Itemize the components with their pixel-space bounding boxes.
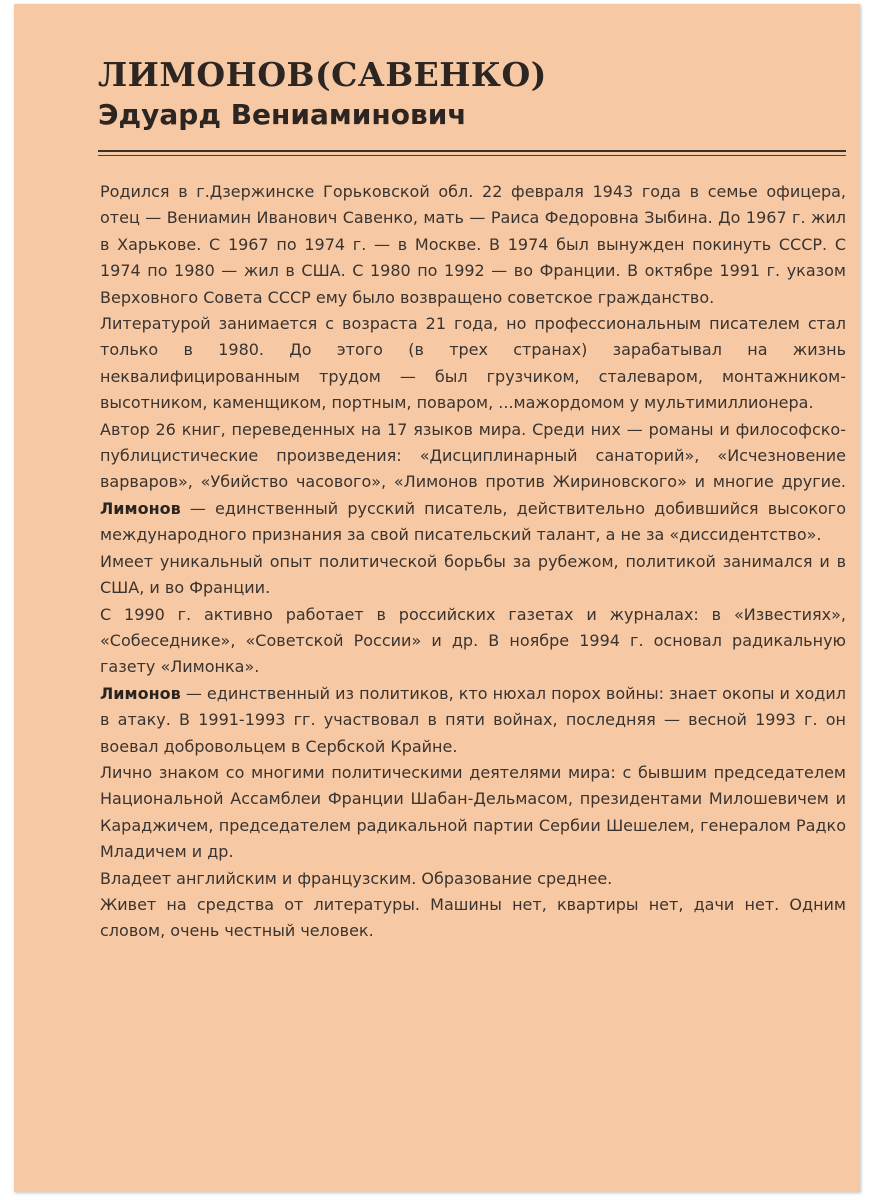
given-name-heading: Эдуард Вениаминович — [98, 98, 467, 131]
paragraph-books — [100, 417, 846, 549]
paragraph-war — [100, 681, 846, 760]
paragraph-press: С 1990 г. активно работает в российских газетах и журналах: в «Известиях», «Собеседнике», «Советской России» и др. В ноябре 1994 г. основал радикальную газету «Лимонка». — [100, 604, 846, 677]
paragraph-war-post: — единственный из политиков, кто нюхал порох войны: знает окопы и ходил в атаку. В 1991-1993 гг. участвовал в пяти войнах, последняя — весной 1993 г. он воевал добровольцем в Сербской Крайне. — [100, 683, 846, 756]
paragraph-birth: Родился в г.Дзержинске Горьковской обл. 22 февраля 1943 года в семье офицера, отец — Вениамин Иванович Савенко, мать — Раиса Федоровна Зыбина. До 1967 г. жил в Харькове. С 1967 по 1974 г. — в Москве. В 1974 был вынужден покинуть СССР. С 1974 по 1980 — жил в США. С 1980 по 1992 — во Франции. В октябре 1991 г. указом Верховного Совета СССР ему было возвращено советское гражданство. — [100, 182, 846, 307]
document-header — [98, 54, 848, 134]
divider-line-top — [98, 150, 846, 152]
paragraph-books-pre: Автор 26 книг, переведенных на 17 языков мира. Среди них — романы и философско-публицистические произведения: «Дисциплинарный санаторий», «Исчезновение варваров», «Убийство часового», «Лимонов против Жириновского» и многие другие. — [100, 419, 846, 492]
divider-line-bottom — [98, 155, 846, 156]
paragraph-war-bold: Лимонов — [100, 683, 181, 703]
biography-text — [100, 179, 846, 945]
paragraph-literature: Литературой занимается с возраста 21 года, но профессиональным писателем стал только в 1980. До этого (в трех странах) зарабатывал на жизнь неквалифицированным трудом — был грузчиком, сталеваром, монтажником-высотником, каменщиком, портным, поваром, ...мажордомом у мультимиллионера. — [100, 314, 846, 413]
paragraph-books-post: — единственный русский писатель, действительно добившийся высокого международного признания за свой писательский талант, а не за «диссидентство». — [100, 498, 846, 545]
paragraph-politics-abroad: Имеет уникальный опыт политической борьбы за рубежом, политикой занимался и в США, и во Франции. — [100, 551, 846, 598]
paragraph-books-bold: Лимонов — [100, 498, 181, 518]
paragraph-livelihood: Живет на средства от литературы. Машины нет, квартиры нет, дачи нет. Одним словом, очень честный человек. — [100, 894, 846, 941]
paragraph-acquaintances: Лично знаком со многими политическими деятелями мира: с бывшим председателем Национальной Ассамблеи Франции Шабан-Дельмасом, президентами Милошевичем и Караджичем, председателем радикальной партии Сербии Шешелем, генералом Радко Младичем и др. — [100, 762, 846, 862]
paragraph-languages: Владеет английским и французским. Образование среднее. — [100, 868, 613, 888]
document-sheet — [14, 4, 860, 1192]
surname-heading: ЛИМОНОВ(САВЕНКО) — [98, 55, 547, 94]
header-divider — [98, 150, 846, 159]
